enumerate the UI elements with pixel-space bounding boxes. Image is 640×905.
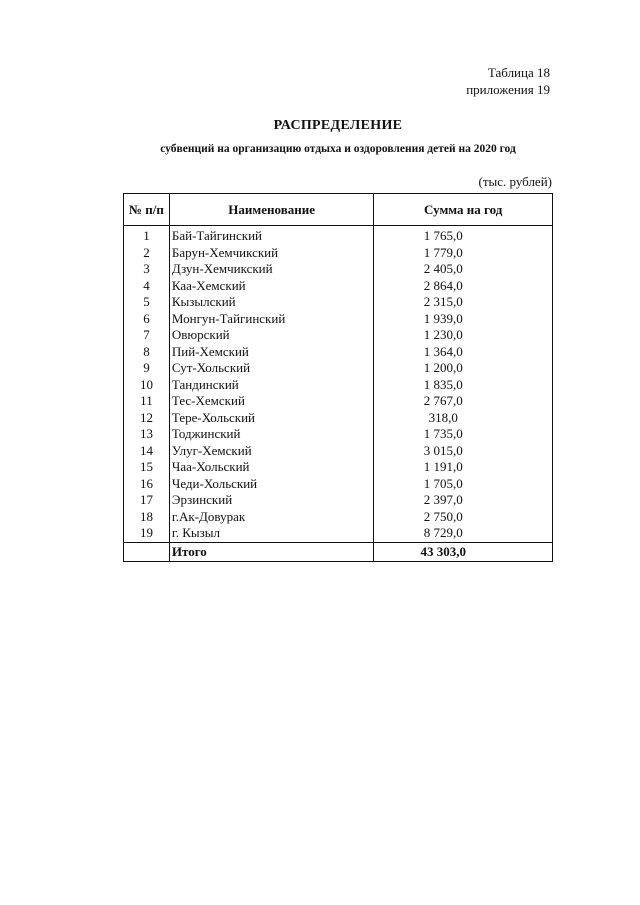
distribution-table bbox=[123, 193, 553, 562]
row-number: 19 bbox=[124, 525, 170, 542]
row-number: 4 bbox=[124, 278, 170, 295]
row-name: Сут-Хольский bbox=[169, 360, 374, 377]
row-name: Чеди-Хольский bbox=[169, 476, 374, 493]
table-row bbox=[124, 377, 553, 394]
row-name: Улуг-Хемский bbox=[169, 443, 374, 460]
table-body bbox=[124, 226, 553, 543]
appendix-reference: приложения 19 bbox=[466, 82, 550, 97]
row-sum: 2 750,0 bbox=[374, 509, 553, 526]
row-sum: 318,0 bbox=[374, 410, 553, 427]
table-row bbox=[124, 476, 553, 493]
row-number: 14 bbox=[124, 443, 170, 460]
unit-note: (тыс. рублей) bbox=[478, 174, 552, 189]
row-number: 6 bbox=[124, 311, 170, 328]
row-number: 1 bbox=[124, 226, 170, 245]
row-number: 5 bbox=[124, 294, 170, 311]
table-row bbox=[124, 278, 553, 295]
column-header-name: Наименование bbox=[169, 194, 374, 226]
row-name: Каа-Хемский bbox=[169, 278, 374, 295]
table-footer bbox=[124, 542, 553, 561]
table-reference: Таблица 18 bbox=[487, 65, 550, 80]
row-number: 11 bbox=[124, 393, 170, 410]
row-sum: 1 230,0 bbox=[374, 327, 553, 344]
row-number: 9 bbox=[124, 360, 170, 377]
document-title: РАСПРЕДЕЛЕНИЕ bbox=[273, 118, 403, 133]
row-number: 15 bbox=[124, 459, 170, 476]
row-sum: 2 767,0 bbox=[374, 393, 553, 410]
row-number: 10 bbox=[124, 377, 170, 394]
table-row bbox=[124, 344, 553, 361]
row-name: Тоджинский bbox=[169, 426, 374, 443]
row-name: Дзун-Хемчикский bbox=[169, 261, 374, 278]
table-header bbox=[124, 194, 553, 226]
row-sum: 1 200,0 bbox=[374, 360, 553, 377]
table-row bbox=[124, 443, 553, 460]
row-sum: 1 735,0 bbox=[374, 426, 553, 443]
table-row bbox=[124, 525, 553, 542]
row-name: Тес-Хемский bbox=[169, 393, 374, 410]
table-row bbox=[124, 492, 553, 509]
row-name: Эрзинский bbox=[169, 492, 374, 509]
row-name: Тандинский bbox=[169, 377, 374, 394]
table-row bbox=[124, 426, 553, 443]
row-sum: 1 765,0 bbox=[374, 226, 553, 245]
column-header-sum: Сумма на год bbox=[374, 194, 553, 226]
row-number: 18 bbox=[124, 509, 170, 526]
row-sum: 2 397,0 bbox=[374, 492, 553, 509]
row-sum: 1 835,0 bbox=[374, 377, 553, 394]
row-number: 13 bbox=[124, 426, 170, 443]
row-name: Тере-Хольский bbox=[169, 410, 374, 427]
row-name: Овюрский bbox=[169, 327, 374, 344]
header-row bbox=[124, 194, 553, 226]
row-name: Монгун-Тайгинский bbox=[169, 311, 374, 328]
table-row bbox=[124, 360, 553, 377]
row-name: г. Кызыл bbox=[169, 525, 374, 542]
table-row bbox=[124, 327, 553, 344]
row-sum: 2 864,0 bbox=[374, 278, 553, 295]
row-sum: 1 939,0 bbox=[374, 311, 553, 328]
row-sum: 1 705,0 bbox=[374, 476, 553, 493]
row-sum: 1 364,0 bbox=[374, 344, 553, 361]
table-row bbox=[124, 226, 553, 245]
row-number: 7 bbox=[124, 327, 170, 344]
document-subtitle: субвенций на организацию отдыха и оздоровления детей на 2020 год bbox=[160, 143, 516, 155]
table-row bbox=[124, 294, 553, 311]
row-sum: 1 191,0 bbox=[374, 459, 553, 476]
row-number: 12 bbox=[124, 410, 170, 427]
row-number: 8 bbox=[124, 344, 170, 361]
table-row bbox=[124, 459, 553, 476]
row-name: Пий-Хемский bbox=[169, 344, 374, 361]
table-row bbox=[124, 410, 553, 427]
total-value: 43 303,0 bbox=[374, 542, 553, 561]
row-sum: 1 779,0 bbox=[374, 245, 553, 262]
row-number: 17 bbox=[124, 492, 170, 509]
table-row bbox=[124, 311, 553, 328]
table-row bbox=[124, 261, 553, 278]
row-number: 16 bbox=[124, 476, 170, 493]
row-sum: 3 015,0 bbox=[374, 443, 553, 460]
table-row bbox=[124, 509, 553, 526]
table-row bbox=[124, 393, 553, 410]
row-sum: 2 405,0 bbox=[374, 261, 553, 278]
row-name: г.Ак-Довурак bbox=[169, 509, 374, 526]
row-sum: 8 729,0 bbox=[374, 525, 553, 542]
row-number: 3 bbox=[124, 261, 170, 278]
row-name: Чаа-Хольский bbox=[169, 459, 374, 476]
row-number: 2 bbox=[124, 245, 170, 262]
row-sum: 2 315,0 bbox=[374, 294, 553, 311]
row-name: Бай-Тайгинский bbox=[169, 226, 374, 245]
total-row bbox=[124, 542, 553, 561]
column-header-number: № п/п bbox=[124, 194, 170, 226]
total-label: Итого bbox=[169, 542, 374, 561]
table-row bbox=[124, 245, 553, 262]
row-name: Кызылский bbox=[169, 294, 374, 311]
total-number-cell bbox=[124, 542, 170, 561]
row-name: Барун-Хемчикский bbox=[169, 245, 374, 262]
